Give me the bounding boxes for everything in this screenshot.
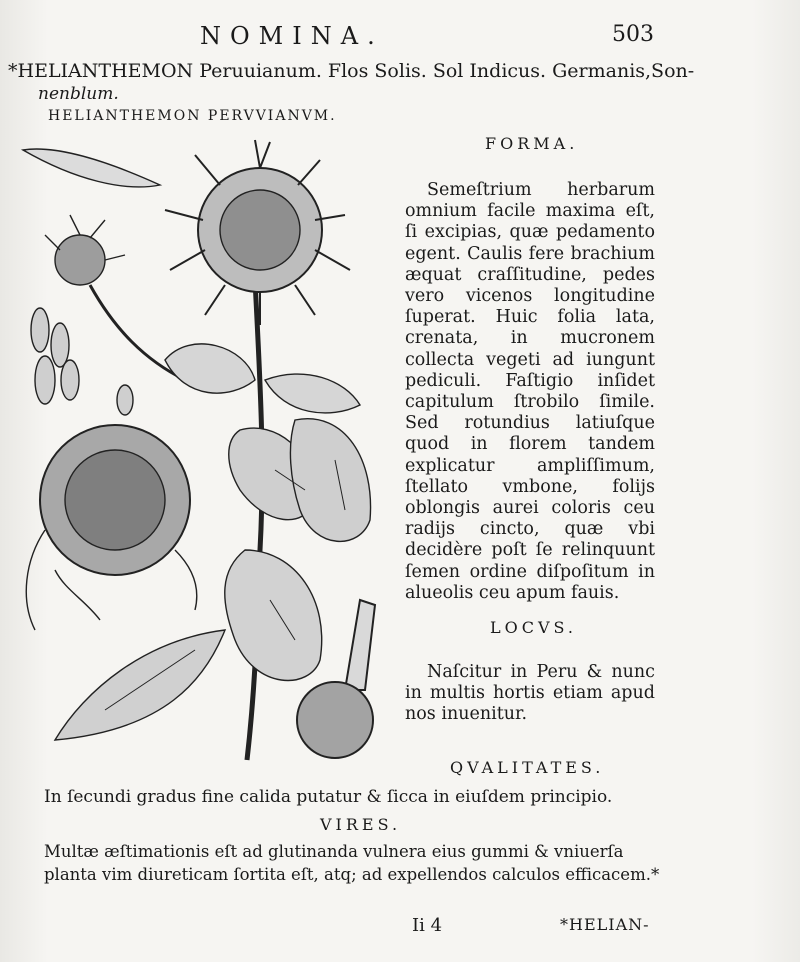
signature-mark: Ii 4 [412,915,443,936]
sunflower-woodcut-icon [15,130,405,770]
locus-text: Naſcitur in Peru & nunc in multis hortis etiam apud nos inuenitur. [405,662,655,725]
running-head: NOMINA. [200,22,384,50]
page-number: 503 [612,22,654,47]
qualitates-heading: QVALITATES. [450,758,605,777]
vires-heading: VIRES. [320,815,402,834]
locus-heading: LOCVS. [490,618,578,637]
plant-names-continuation: nenblum. [38,84,119,104]
forma-heading: FORMA. [485,134,579,153]
plant-names-line: *HELIANTHEMON Peruuianum. Flos Solis. Sol Indicus. Germanis,Son- [8,60,695,82]
woodcut-caption: HELIANTHEMON PERVVIANVM. [48,108,337,124]
qualitates-text: In ſecundi gradus fine calida putatur & ſicca in eiuſdem principio. [44,787,613,807]
forma-text: Semeſtrium herbarum omnium facile maxima eſt, ſi excipias, quæ pedamento egent. Caulis fere brachium æquat craſſitudine, pedes vero vicenos longitudine ſuperat. Huic folia lata, crenata, in mucronem collecta vegeti ad iungunt pediculi. Faſtigio inſidet capitulum ſtrobilo ſimile. Sed rotundius latiuſque quod in florem tandem explicatur ampliſſimum, ſtellato vmbone, folijs oblongis aurei coloris ceu radijs cincto, quæ vbi decidère poſt ſe relinquunt ſemen ordine diſpoſitum in alueolis ceu apum fauis. [405,180,655,603]
catchword: *HELIAN- [560,915,650,934]
vires-text: Multæ æſtimationis eſt ad glutinanda vulnera eius gummi & vniuerſa planta vim diureticam ſortita eſt, atq; ad expellendos calculos efficacem.* [44,842,660,884]
